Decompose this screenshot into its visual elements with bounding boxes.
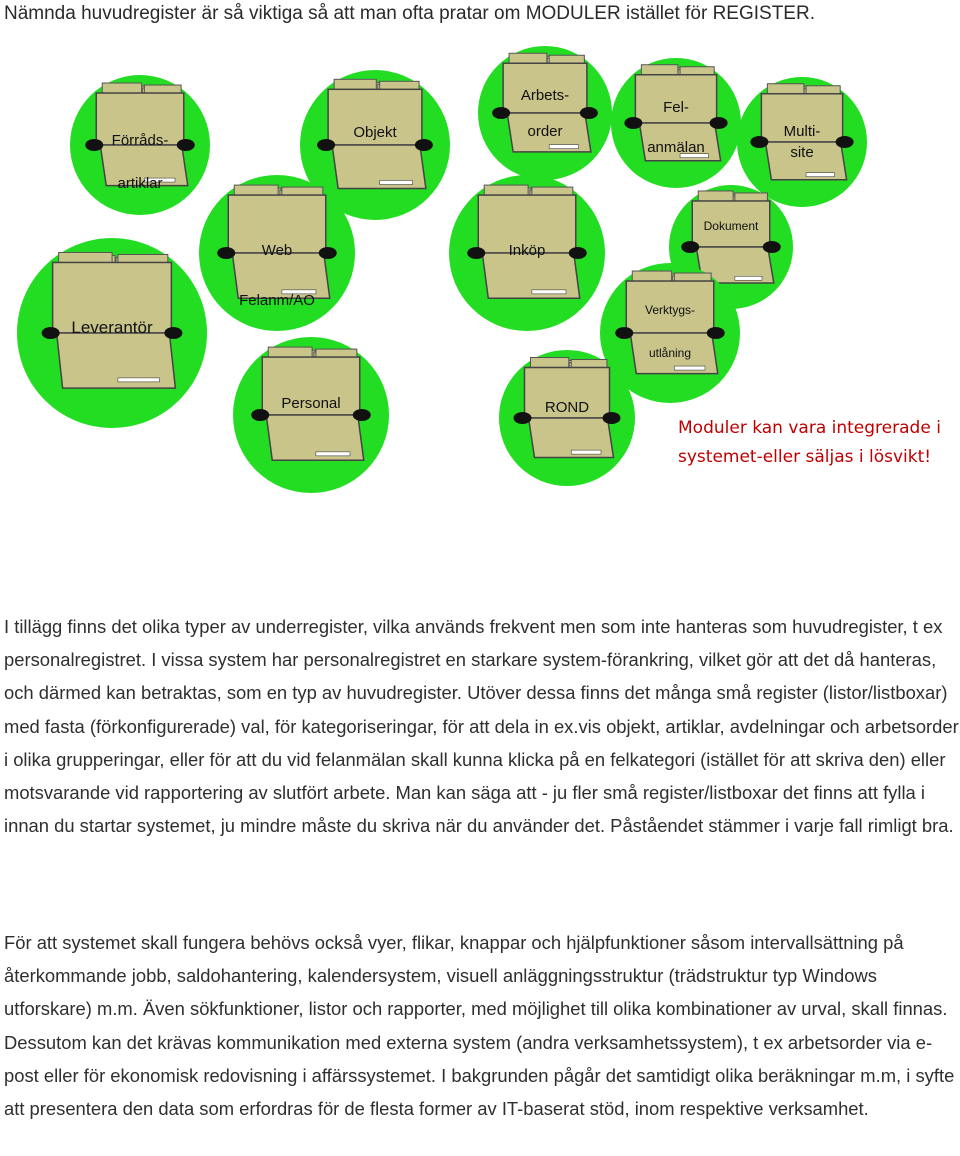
module-felanmalan [611, 58, 741, 188]
module-label: ROND [544, 399, 590, 416]
module-label: site [790, 144, 814, 161]
module-leverantor [17, 238, 207, 428]
module-arbetsorder [478, 46, 612, 180]
module-label: Inköp [508, 242, 546, 259]
module-personal [233, 337, 389, 493]
module-label: anmälan [647, 139, 705, 156]
module-inkop [449, 175, 605, 331]
module-rond [499, 350, 635, 486]
module-web [199, 175, 355, 331]
module-label: Fel- [663, 99, 689, 116]
module-label: Dokument [703, 219, 759, 233]
module-label: Multi- [783, 123, 821, 140]
intro-text: Nämnda huvudregister är så viktiga så att man ofta pratar om MODULER istället för REGISTER. [4, 3, 815, 24]
module-note-line-1: Moduler kan vara integrerade i [678, 418, 941, 438]
module-label: order [527, 123, 563, 140]
module-forrads-artiklar [70, 75, 210, 215]
module-label: Felanm/AO [239, 292, 315, 309]
paragraph-2: För att systemet skall fungera behövs också vyer, flikar, knappar och hjälpfunktioner såsom intervallsättning på återkommande jobb, saldohantering, kalendersystem, visuell anläggningsstruktur (trädstruktur typ Windows utforskare) m.m. Även sökfunktioner, listor och rapporter, med möjlighet till olika kombinationer av urval, skall finnas. Dessutom kan det krävas kommunikation med externa system (andra verksamhetssystem), t ex arbetsorder via e-post eller för ekonomisk redovisning i affärssystemet. I bakgrunden pågår det samtidigt olika beräkningar m.m, i syfte att presentera den data som erfordras för de flesta former av IT-baserat stöd, inom respektive verksamhet. [4, 932, 955, 1120]
module-label: Personal [281, 395, 341, 412]
module-note-line-2: systemet-eller säljas i lösvikt! [678, 447, 932, 467]
module-label: Web [261, 242, 293, 259]
module-label: Verktygs- [644, 303, 696, 317]
paragraph-1: I tillägg finns det olika typer av underregister, vilka används frekvent men som inte hanteras som huvudregister, t ex personalregistret. I vissa system har personalregistret en starkare system-förankring, vilket gör att det då hanteras, och därmed kan betraktas, som en typ av huvudregister. Utöver dessa finns det många små register (listor/listboxar) med fasta (förkonfigurerade) val, för kategoriseringar, för att dela in ex.vis objekt, artiklar, avdelningar och arbetsorder i olika grupperingar, eller för att du vid felanmälan skall kunna klicka på en felkategori (istället för att skriva den) eller motsvarande vid rapportering av slutfört arbete. Man kan säga att - ju fler små register/listboxar det finns att fylla i innan du startar systemet, ju mindre måste du skriva när du använder det. Påståendet stämmer i varje fall rimligt bra. [4, 616, 959, 837]
module-label: Förråds- [111, 132, 169, 149]
module-label: Objekt [353, 124, 397, 141]
module-note [678, 414, 941, 472]
module-multisite [737, 77, 867, 207]
module-label: utlåning [648, 346, 692, 360]
module-label: Leverantör [71, 318, 153, 337]
module-label: artiklar [117, 175, 163, 192]
module-label: Arbets- [520, 87, 570, 104]
